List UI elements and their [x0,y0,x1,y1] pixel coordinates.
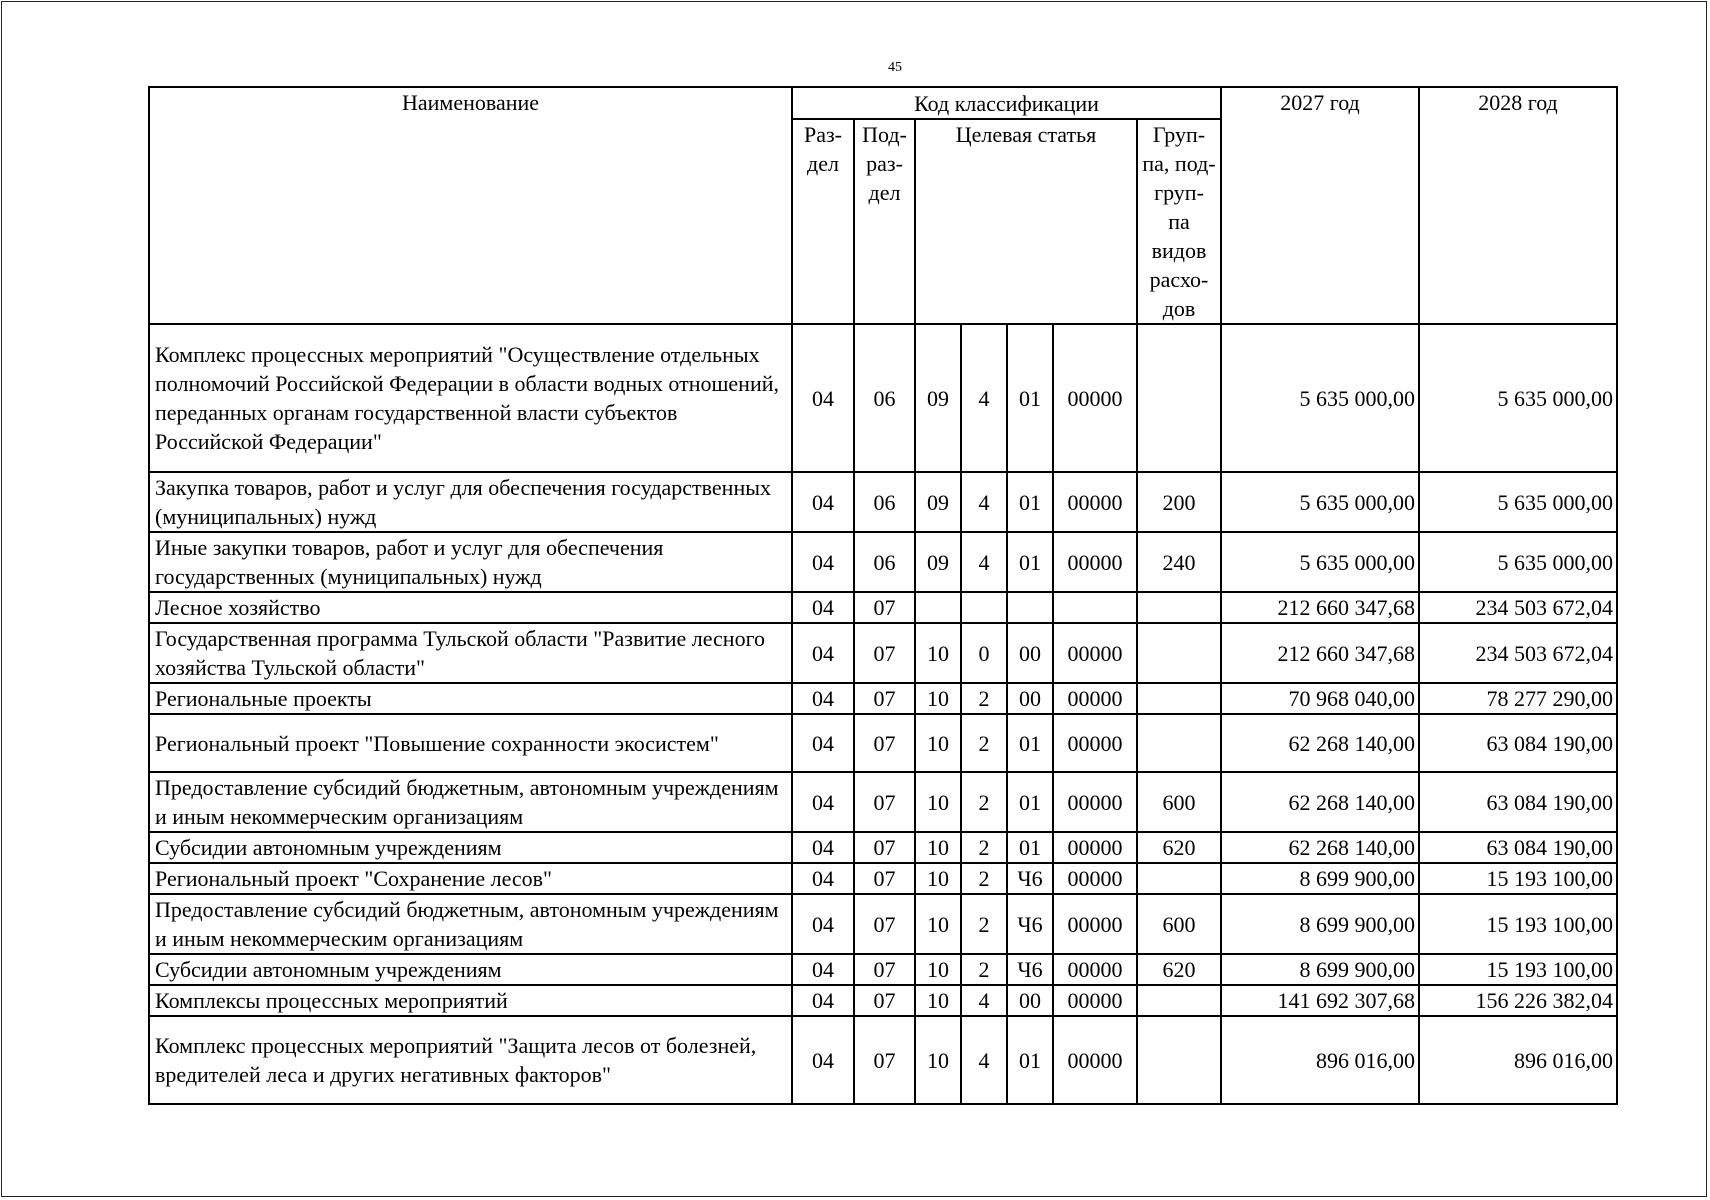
table-row [149,1016,1617,1104]
row-name: Закупка товаров, работ и услуг для обеспечения государственных (муниципальных) нужд [149,472,792,532]
row-target-program: 10 [915,772,961,832]
row-podrazdel: 06 [854,472,915,532]
row-target-structure: Ч6 [1007,954,1053,985]
table-row [149,532,1617,592]
row-podrazdel: 07 [854,683,915,714]
row-razdel: 04 [792,714,854,772]
row-razdel: 04 [792,1016,854,1104]
row-amount-2028: 5 635 000,00 [1419,532,1617,592]
row-name: Лесное хозяйство [149,592,792,623]
row-name: Региональный проект "Сохранение лесов" [149,863,792,894]
row-target-direction: 00000 [1053,985,1137,1016]
row-target-type: 2 [961,772,1007,832]
row-amount-2028: 63 084 190,00 [1419,772,1617,832]
row-target-structure: 00 [1007,985,1053,1016]
row-target-direction: 00000 [1053,683,1137,714]
row-expense-group [1137,683,1221,714]
row-target-type: 4 [961,1016,1007,1104]
row-amount-2027: 62 268 140,00 [1221,714,1419,772]
row-target-type: 2 [961,954,1007,985]
row-target-type: 2 [961,832,1007,863]
row-target-direction: 00000 [1053,894,1137,954]
row-name: Субсидии автономным учреждениям [149,832,792,863]
row-name: Региональные проекты [149,683,792,714]
row-amount-2028: 78 277 290,00 [1419,683,1617,714]
row-razdel: 04 [792,592,854,623]
row-name: Комплексы процессных мероприятий [149,985,792,1016]
table-row [149,894,1617,954]
row-amount-2028: 63 084 190,00 [1419,714,1617,772]
row-amount-2028: 15 193 100,00 [1419,863,1617,894]
row-target-program: 10 [915,863,961,894]
header-row-1 [149,87,1617,119]
table-row [149,472,1617,532]
row-target-direction: 00000 [1053,832,1137,863]
row-target-structure: 00 [1007,683,1053,714]
row-name: Комплекс процессных мероприятий "Осуществление отдельных полномочий Российской Федерации в области водных отношений, переданных органам государственной власти субъектов Российской Федерации" [149,324,792,472]
header-target-article: Целевая статья [915,119,1137,324]
row-expense-group: 240 [1137,532,1221,592]
row-target-direction [1053,592,1137,623]
row-target-type: 4 [961,985,1007,1016]
header-razdel: Раз- дел [792,119,854,324]
row-podrazdel: 07 [854,832,915,863]
header-name: Наименование [149,87,792,324]
row-target-direction: 00000 [1053,1016,1137,1104]
row-expense-group: 620 [1137,832,1221,863]
row-target-structure: Ч6 [1007,894,1053,954]
row-razdel: 04 [792,832,854,863]
row-amount-2028: 15 193 100,00 [1419,954,1617,985]
row-amount-2028: 5 635 000,00 [1419,324,1617,472]
row-target-type: 4 [961,532,1007,592]
budget-table [148,86,1618,1105]
table-row [149,623,1617,683]
row-name: Комплекс процессных мероприятий "Защита лесов от болезней, вредителей леса и других негативных факторов" [149,1016,792,1104]
row-amount-2028: 234 503 672,04 [1419,623,1617,683]
row-razdel: 04 [792,683,854,714]
row-expense-group [1137,623,1221,683]
row-target-direction: 00000 [1053,532,1137,592]
row-target-program: 10 [915,1016,961,1104]
row-target-type: 2 [961,683,1007,714]
row-name: Государственная программа Тульской области "Развитие лесного хозяйства Тульской области" [149,623,792,683]
row-target-type: 2 [961,863,1007,894]
row-razdel: 04 [792,863,854,894]
row-podrazdel: 07 [854,863,915,894]
row-amount-2027: 62 268 140,00 [1221,772,1419,832]
header-group: Груп- па, под- груп- па видов расхо- дов [1137,119,1221,324]
row-amount-2027: 8 699 900,00 [1221,863,1419,894]
row-amount-2027: 8 699 900,00 [1221,894,1419,954]
row-target-program: 10 [915,894,961,954]
row-target-program: 09 [915,532,961,592]
row-expense-group: 600 [1137,772,1221,832]
row-razdel: 04 [792,623,854,683]
row-target-direction: 00000 [1053,324,1137,472]
header-podrazdel: Под- раз- дел [854,119,915,324]
row-razdel: 04 [792,772,854,832]
table-row [149,772,1617,832]
row-target-type: 2 [961,894,1007,954]
row-target-program: 10 [915,683,961,714]
row-target-direction: 00000 [1053,954,1137,985]
row-amount-2028: 5 635 000,00 [1419,472,1617,532]
row-expense-group [1137,1016,1221,1104]
row-target-structure: 01 [1007,324,1053,472]
row-target-program: 10 [915,954,961,985]
row-razdel: 04 [792,532,854,592]
row-podrazdel: 07 [854,623,915,683]
row-target-program: 09 [915,472,961,532]
row-target-direction: 00000 [1053,623,1137,683]
row-razdel: 04 [792,954,854,985]
row-name: Предоставление субсидий бюджетным, автономным учреждениям и иным некоммерческим организациям [149,894,792,954]
row-expense-group [1137,324,1221,472]
row-amount-2027: 62 268 140,00 [1221,832,1419,863]
row-target-type: 4 [961,472,1007,532]
row-amount-2028: 63 084 190,00 [1419,832,1617,863]
header-classification-code: Код классификации [792,87,1221,119]
row-razdel: 04 [792,985,854,1016]
row-expense-group [1137,592,1221,623]
row-podrazdel: 07 [854,985,915,1016]
row-target-program [915,592,961,623]
row-expense-group: 200 [1137,472,1221,532]
row-name: Региональный проект "Повышение сохранности экосистем" [149,714,792,772]
row-target-structure: 01 [1007,532,1053,592]
row-amount-2027: 896 016,00 [1221,1016,1419,1104]
row-target-program: 10 [915,623,961,683]
row-target-structure [1007,592,1053,623]
page-number: 45 [888,60,902,75]
row-target-type: 2 [961,714,1007,772]
row-target-direction: 00000 [1053,714,1137,772]
row-target-structure: 01 [1007,772,1053,832]
row-amount-2027: 141 692 307,68 [1221,985,1419,1016]
row-amount-2027: 212 660 347,68 [1221,623,1419,683]
row-razdel: 04 [792,324,854,472]
header-2027: 2027 год [1221,87,1419,324]
row-amount-2027: 5 635 000,00 [1221,532,1419,592]
row-expense-group [1137,714,1221,772]
table-row [149,954,1617,985]
row-target-structure: 01 [1007,472,1053,532]
row-target-type [961,592,1007,623]
row-target-type: 0 [961,623,1007,683]
table-row [149,985,1617,1016]
row-amount-2028: 156 226 382,04 [1419,985,1617,1016]
row-target-structure: Ч6 [1007,863,1053,894]
header-2028: 2028 год [1419,87,1617,324]
row-podrazdel: 07 [854,714,915,772]
row-podrazdel: 07 [854,1016,915,1104]
row-podrazdel: 07 [854,772,915,832]
row-target-direction: 00000 [1053,772,1137,832]
table-row [149,714,1617,772]
table-row [149,592,1617,623]
row-expense-group: 620 [1137,954,1221,985]
row-name: Субсидии автономным учреждениям [149,954,792,985]
row-expense-group [1137,985,1221,1016]
row-podrazdel: 07 [854,954,915,985]
row-target-program: 09 [915,324,961,472]
row-target-program: 10 [915,714,961,772]
row-target-structure: 01 [1007,714,1053,772]
row-target-structure: 01 [1007,832,1053,863]
row-amount-2027: 8 699 900,00 [1221,954,1419,985]
row-target-structure: 01 [1007,1016,1053,1104]
row-target-type: 4 [961,324,1007,472]
row-name: Иные закупки товаров, работ и услуг для обеспечения государственных (муниципальных) нужд [149,532,792,592]
row-name: Предоставление субсидий бюджетным, автономным учреждениям и иным некоммерческим организациям [149,772,792,832]
row-target-direction: 00000 [1053,472,1137,532]
row-podrazdel: 06 [854,324,915,472]
row-expense-group [1137,863,1221,894]
row-podrazdel: 07 [854,894,915,954]
row-podrazdel: 06 [854,532,915,592]
row-target-direction: 00000 [1053,863,1137,894]
table-row [149,832,1617,863]
row-amount-2027: 212 660 347,68 [1221,592,1419,623]
row-target-program: 10 [915,832,961,863]
row-amount-2027: 70 968 040,00 [1221,683,1419,714]
table-row [149,863,1617,894]
row-expense-group: 600 [1137,894,1221,954]
row-podrazdel: 07 [854,592,915,623]
row-target-structure: 00 [1007,623,1053,683]
row-amount-2027: 5 635 000,00 [1221,472,1419,532]
row-amount-2028: 15 193 100,00 [1419,894,1617,954]
row-amount-2027: 5 635 000,00 [1221,324,1419,472]
row-amount-2028: 234 503 672,04 [1419,592,1617,623]
row-amount-2028: 896 016,00 [1419,1016,1617,1104]
table-row [149,324,1617,472]
row-razdel: 04 [792,472,854,532]
row-razdel: 04 [792,894,854,954]
table-row [149,683,1617,714]
row-target-program: 10 [915,985,961,1016]
